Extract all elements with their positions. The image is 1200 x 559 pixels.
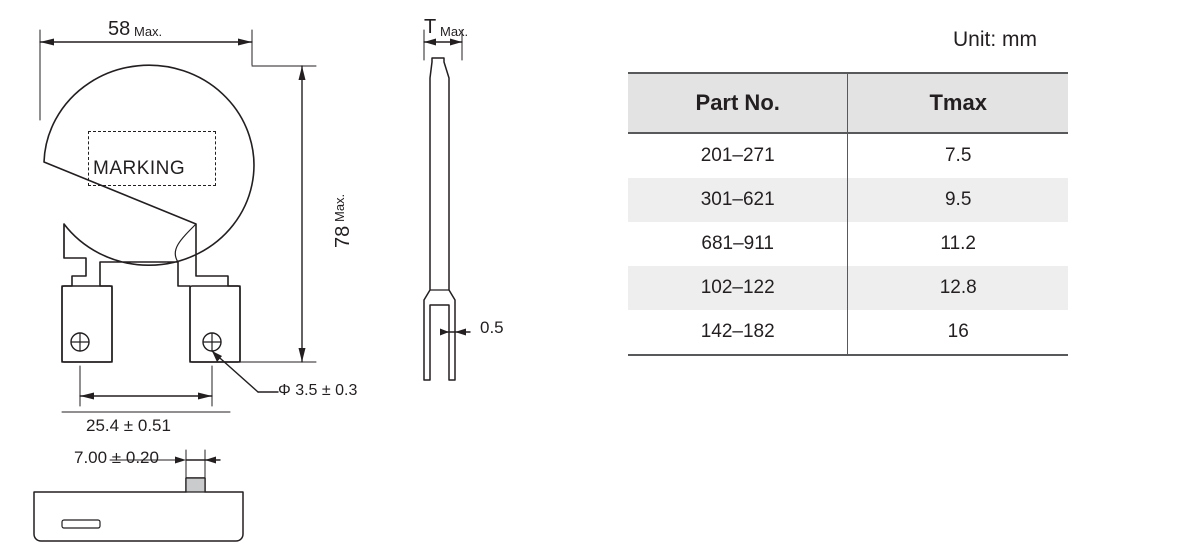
lead-spacing-value: 25.4 ± 0.51 (86, 416, 171, 435)
column-header-part-no: Part No. (628, 73, 848, 133)
front-width-value: 58 (108, 18, 131, 40)
left-terminal-pad (62, 286, 112, 362)
cell-part-no: 102–122 (628, 266, 848, 310)
bottom-view-outline (34, 478, 243, 541)
front-height-value: 78 (332, 225, 354, 248)
front-height-suffix: Max. (332, 193, 347, 222)
lead-thickness-dimension (440, 320, 470, 342)
table-row (628, 222, 1068, 266)
front-width-dimension (40, 30, 252, 120)
cell-tmax: 16 (848, 310, 1068, 355)
spec-table-container (628, 72, 1068, 356)
marking-label: MARKING (93, 158, 186, 179)
cell-part-no: 681–911 (628, 222, 848, 266)
right-terminal-pad (190, 286, 240, 362)
cell-tmax: 7.5 (944, 145, 972, 166)
cell-tmax: 12.8 (848, 266, 1068, 310)
hole-diameter-value: Φ 3.5 ± 0.3 (278, 382, 358, 399)
front-height-dimension (240, 66, 316, 362)
cell-tmax: 11.2 (940, 233, 976, 254)
cell-part-no: 201–271 (628, 133, 848, 178)
table-row (628, 266, 1068, 310)
table-header-row (628, 73, 1068, 133)
side-thickness-symbol: T (424, 16, 437, 38)
table-row (628, 310, 1068, 355)
side-thickness-suffix: Max. (440, 24, 469, 39)
disc-body-outline (44, 65, 254, 362)
unit-note: Unit: mm (953, 28, 1037, 51)
table-row (628, 133, 1068, 178)
lead-thickness-value: 0.5 (480, 318, 504, 337)
table-row (628, 178, 1068, 222)
front-width-suffix: Max. (134, 24, 163, 39)
cell-part-no: 301–621 (628, 178, 848, 222)
cell-part-no: 142–182 (628, 310, 848, 355)
tab-width-value: 7.00 ± 0.20 (74, 448, 159, 467)
part-tmax-table (628, 72, 1068, 356)
hole-diameter-leader (212, 351, 278, 392)
column-header-tmax: Tmax (848, 73, 1068, 133)
lead-spacing-dimension (62, 366, 230, 412)
cell-tmax: 9.5 (848, 178, 1068, 222)
